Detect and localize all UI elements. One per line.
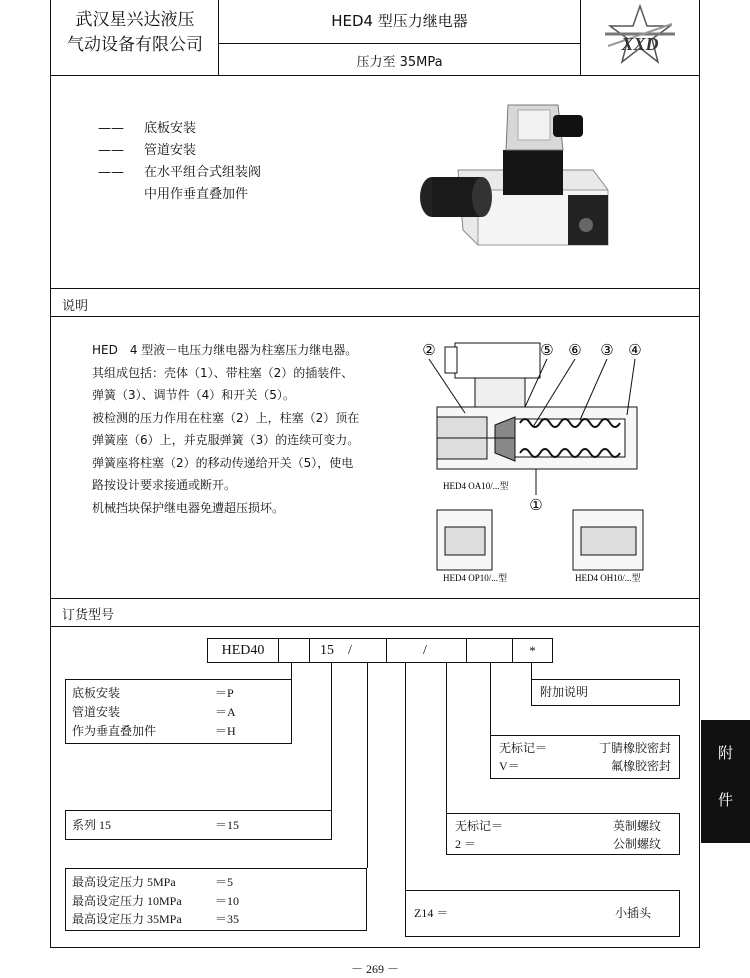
order-section-title: 订货型号 (62, 608, 115, 623)
label-oh10: HED4 OH10/...型 (575, 573, 641, 583)
page-number: － 269 － (350, 962, 399, 976)
code-box-mount (278, 638, 310, 663)
description-line: HED 4 型液－电压力继电器为柱塞压力继电器。 (92, 343, 358, 357)
pressure-options-box: 最高设定压力 5MPa ＝5 最高设定压力 10MPa ＝10 最高设定压力 35MPa ＝35 (65, 868, 367, 931)
option-row: 作为垂直叠加件 ＝H (72, 724, 236, 738)
company-line-1: 武汉星兴达液压 (75, 10, 195, 30)
feature-item (98, 140, 261, 162)
label-op10: HED4 OP10/...型 (443, 573, 508, 583)
plug-option-box: Z14 ＝ 小插头 (405, 890, 680, 937)
code-box-seal (466, 638, 513, 663)
callout-2: ② (422, 343, 436, 359)
callout-5: ⑤ (540, 343, 554, 359)
description-line: 其组成包括：壳体（1）、带柱塞（2）的插装件、 (92, 365, 354, 380)
series-code: 15 (320, 643, 334, 658)
thread-options-box: 无标记＝ 英制螺纹 2 ＝ 公制螺纹 (446, 813, 680, 855)
relay-cross-section (415, 335, 665, 590)
option-row: 无标记＝ 丁腈橡胶密封 (499, 741, 671, 755)
callout-1: ① (529, 498, 543, 514)
description-text (92, 339, 359, 519)
feature-list (98, 118, 261, 206)
slash: / (423, 643, 427, 658)
callout-4: ④ (628, 343, 642, 359)
appendix-side-tab (701, 720, 750, 843)
feature-text: 管道安装 (144, 143, 197, 158)
dash: —— (98, 165, 124, 180)
mount-options-box (65, 679, 292, 744)
label-oa10: HED4 OA10/...型 (443, 481, 509, 491)
company-line-2: 气动设备有限公司 (67, 35, 203, 55)
slash: / (348, 643, 352, 658)
feature-text: 底板安装 (144, 121, 197, 136)
option-row: 底板安装 ＝P (72, 686, 234, 700)
company-logo (600, 4, 680, 70)
dash: —— (98, 121, 124, 136)
code-box-extra: * (512, 638, 553, 663)
code-box-model: HED40 (207, 638, 279, 663)
description-line: 机械挡块保护继电器免遭超压损坏。 (92, 500, 285, 515)
option-row: V＝ 氟橡胶密封 (499, 759, 671, 773)
series-box: 系列 15 ＝15 (65, 810, 332, 840)
page-subtitle: 压力至 35MPa (356, 55, 443, 70)
description-line: 弹簧座将柱塞（2）的移动传递给开关（5），使电 (92, 455, 354, 470)
feature-item (98, 162, 261, 184)
description-line: 路按设计要求接通或断开。 (92, 478, 237, 492)
feature-item (98, 184, 261, 206)
side-tab-char: 件 (717, 791, 733, 809)
option-row: 管道安装 ＝A (72, 705, 236, 719)
description-line: 弹簧（3）、调节件（4）和开关（5）。 (92, 388, 295, 402)
description-section-title: 说明 (62, 299, 89, 314)
product-photo (418, 95, 613, 255)
callout-3: ③ (600, 343, 614, 359)
page-title: HED4 型压力继电器 (331, 12, 468, 30)
feature-item (98, 118, 261, 140)
logo-text: XXD (621, 34, 659, 54)
dash: —— (98, 143, 124, 158)
side-tab-char: 附 (717, 744, 733, 762)
code-box-pressure (386, 638, 467, 663)
extra-box (531, 679, 680, 706)
description-line: 弹簧座（6）上，并克服弹簧（3）的连续可变力。 (92, 433, 360, 447)
callout-6: ⑥ (568, 343, 582, 359)
extra-label: 附加说明 (540, 685, 589, 699)
feature-text: 中用作垂直叠加件 (144, 187, 249, 202)
feature-text: 在水平组合式组装阀 (144, 165, 262, 180)
seal-options-box (490, 735, 680, 779)
description-line: 被检测的压力作用在柱塞（2）上，柱塞（2）顶在 (92, 410, 360, 425)
code-box-series (309, 638, 387, 663)
company-name (52, 8, 218, 58)
